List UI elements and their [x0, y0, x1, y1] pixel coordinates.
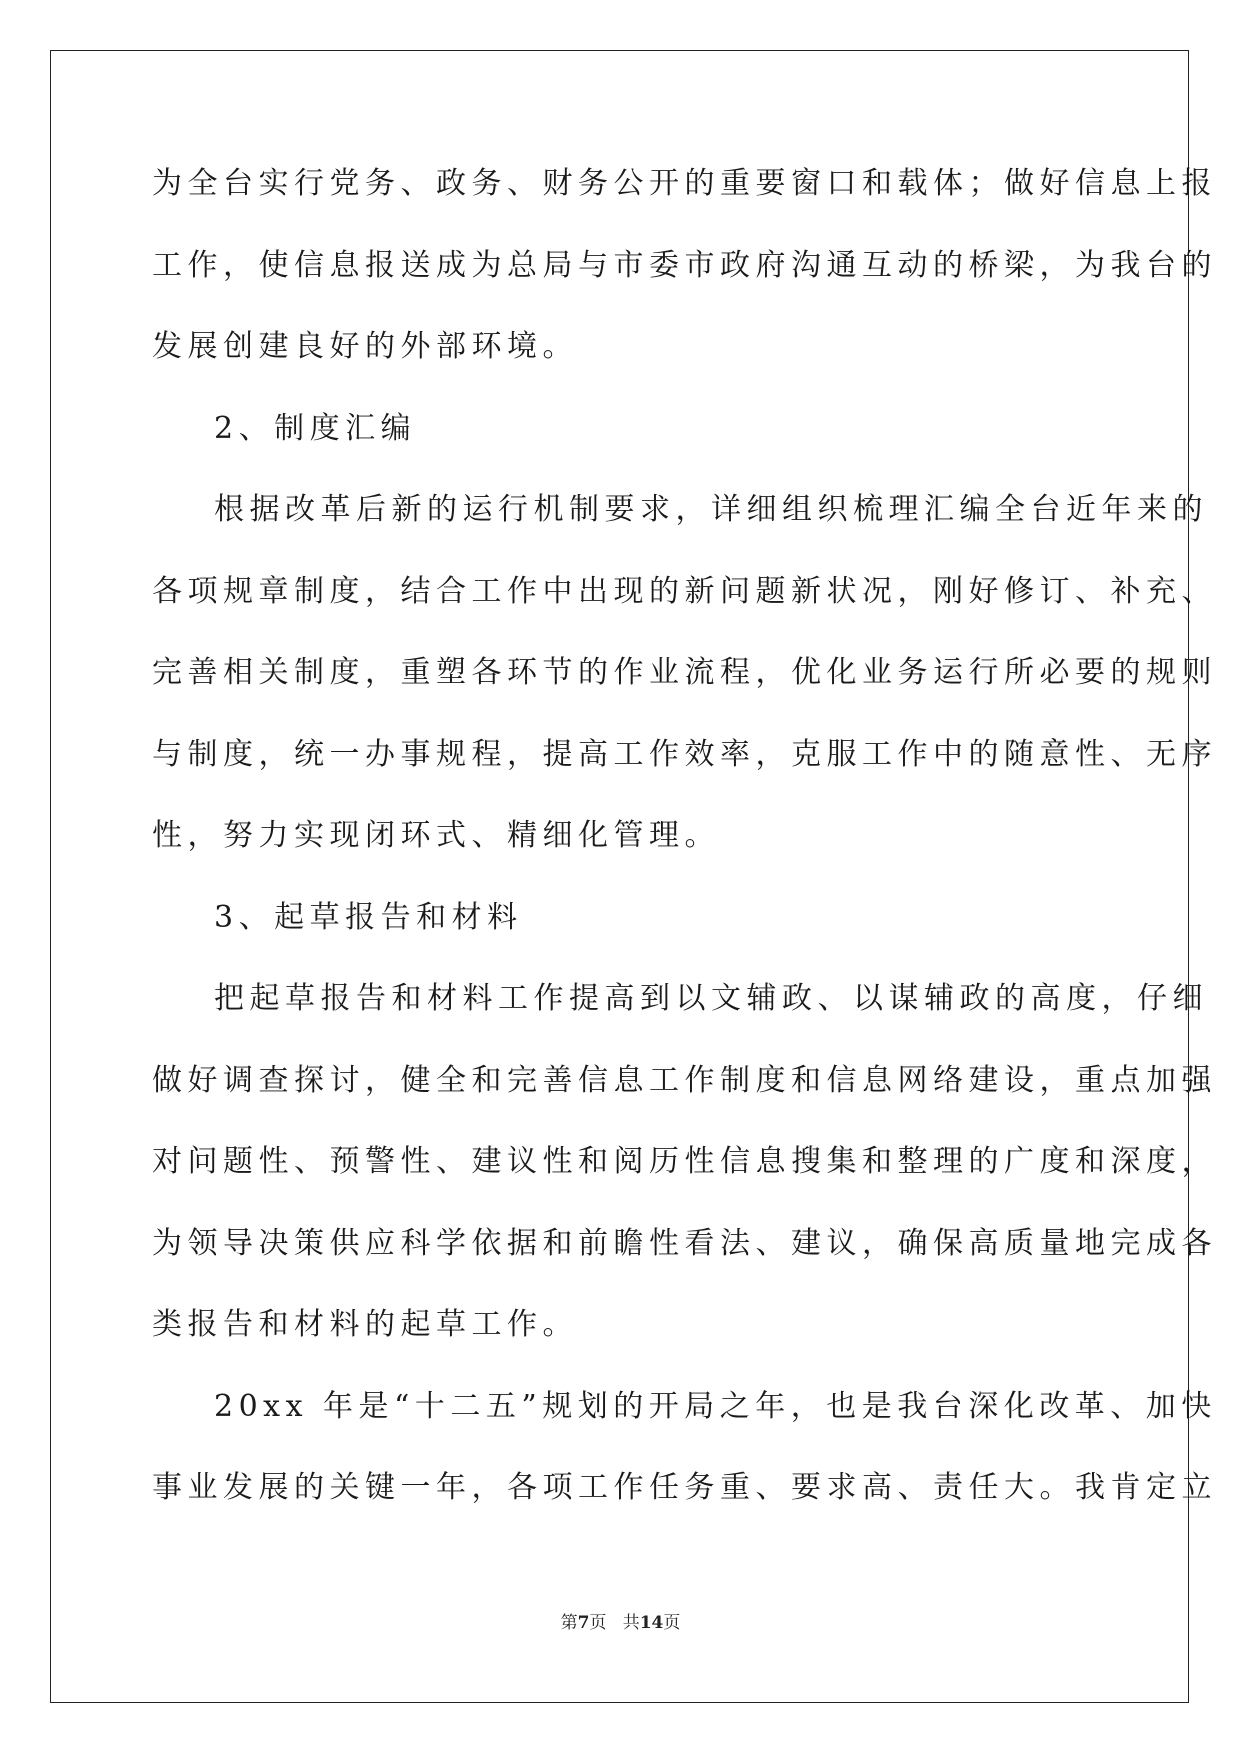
page-footer [0, 1612, 1241, 1634]
text-line: 对问题性、预警性、建议性和阅历性信息搜集和整理的广度和深度， [152, 1144, 1217, 1179]
text-line: 性，努力实现闭环式、精细化管理。 [152, 818, 720, 853]
text-line: 各项规章制度，结合工作中出现的新问题新状况，刚好修订、补充、 [152, 573, 1217, 609]
text-line: 根据改革后新的运行机制要求，详细组织梳理汇编全台近年来的 [214, 492, 1208, 527]
text-line: 发展创建良好的外部环境。 [152, 329, 578, 364]
section-heading: 3、起草报告和材料 [214, 899, 523, 935]
footer-prefix: 第 [560, 1613, 578, 1633]
text-line: 工作，使信息报送成为总局与市委市政府沟通互动的桥梁，为我台的 [152, 247, 1217, 283]
text-line: 为全台实行党务、政务、财务公开的重要窗口和载体；做好信息上报 [152, 166, 1217, 201]
footer-page-suffix: 页 [589, 1613, 607, 1633]
footer-total-prefix: 共 [622, 1613, 640, 1633]
text-line: 把起草报告和材料工作提高到以文辅政、以谋辅政的高度，仔细 [214, 981, 1208, 1016]
text-line: 与制度，统一办事规程，提高工作效率，克服工作中的随意性、无序 [152, 736, 1217, 772]
total-page-number: 14 [639, 1613, 664, 1633]
footer-total-suffix: 页 [663, 1613, 681, 1633]
text-line: 为领导决策供应科学依据和前瞻性看法、建议，确保高质量地完成各 [152, 1225, 1217, 1261]
text-line: 完善相关制度，重塑各环节的作业流程，优化业务运行所必要的规则 [152, 655, 1217, 690]
document-body [152, 158, 1217, 1544]
text-line: 20xx 年是“十二五”规划的开局之年，也是我台深化改革、加快 [214, 1388, 1217, 1424]
section-heading: 2、制度汇编 [214, 410, 417, 446]
text-line: 类报告和材料的起草工作。 [152, 1307, 578, 1342]
text-line: 事业发展的关键一年，各项工作任务重、要求高、责任大。我肯定立 [152, 1470, 1217, 1505]
current-page-number: 7 [577, 1613, 590, 1633]
text-line: 做好调查探讨，健全和完善信息工作制度和信息网络建设，重点加强 [152, 1062, 1217, 1098]
